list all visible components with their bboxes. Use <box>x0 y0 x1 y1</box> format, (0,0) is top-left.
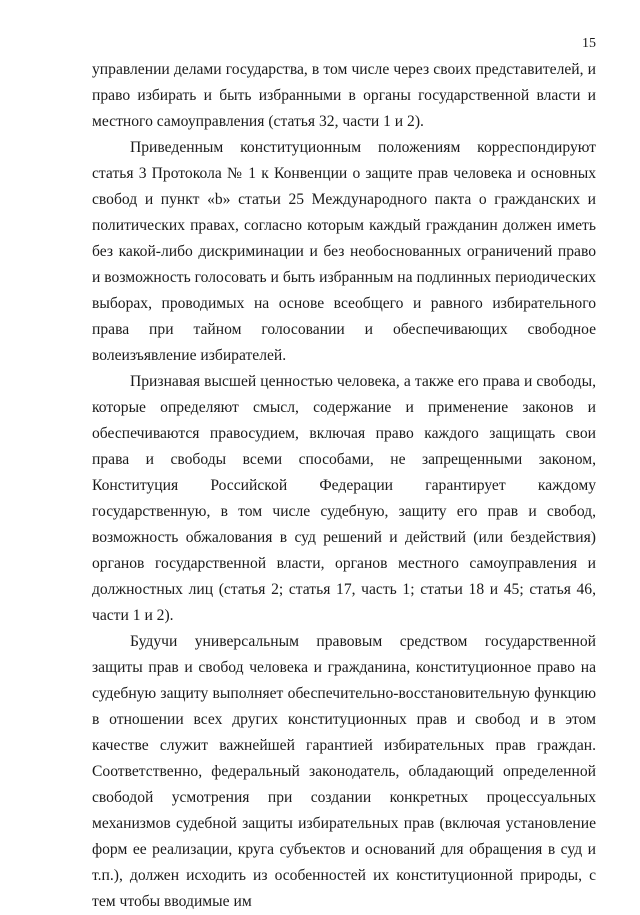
paragraph-continuation: управлении делами государства, в том числе через своих представителей, и право избирать и быть избранными в органы государственной власти и местного самоуправления (статья 32, части 1 и 2). <box>92 61 596 130</box>
document-body <box>92 57 596 915</box>
page-number: 15 <box>582 36 596 51</box>
paragraph: Будучи универсальным правовым средством государственной защиты прав и свобод человека и гражданина, конституционное право на судебную защиту выполняет обеспечительно-восстановительную функцию в отношении всех других конституционных прав и свобод и в этом качестве служит важнейшей гарантией избирательных прав граждан. Соответственно, федеральный законодатель, обладающий определенной свободой усмотрения при создании конкретных процессуальных механизмов судебной защиты избирательных прав (включая установление форм ее реализации, круга субъектов и оснований для обращения в суд и т.п.), должен исходить из особенностей их конституционной природы, с тем чтобы вводимые им <box>92 633 596 910</box>
paragraph: Признавая высшей ценностью человека, а также его права и свободы, которые определяют смысл, содержание и применение законов и обеспечиваются правосудием, включая право каждого защищать свои права и свободы всеми способами, не запрещенными законом, Конституция Российской Федерации гарантирует каждому государственную, в том числе судебную, защиту его прав и свобод, возможность обжалования в суд решений и действий (или бездействия) органов государственной власти, органов местного самоуправления и должностных лиц (статья 2; статья 17, часть 1; статьи 18 и 45; статья 46, части 1 и 2). <box>92 373 596 624</box>
paragraph: Приведенным конституционным положениям корреспондируют статья 3 Протокола № 1 к Конвенции о защите прав человека и основных свобод и пункт «b» статьи 25 Международного пакта о гражданских и политических правах, согласно которым каждый гражданин должен иметь без какой-либо дискриминации и без необоснованных ограничений право и возможность голосовать и быть избранным на подлинных периодических выборах, проводимых на основе всеобщего и равного избирательного права при тайном голосовании и обеспечивающих свободное волеизъявление избирателей. <box>92 139 596 364</box>
